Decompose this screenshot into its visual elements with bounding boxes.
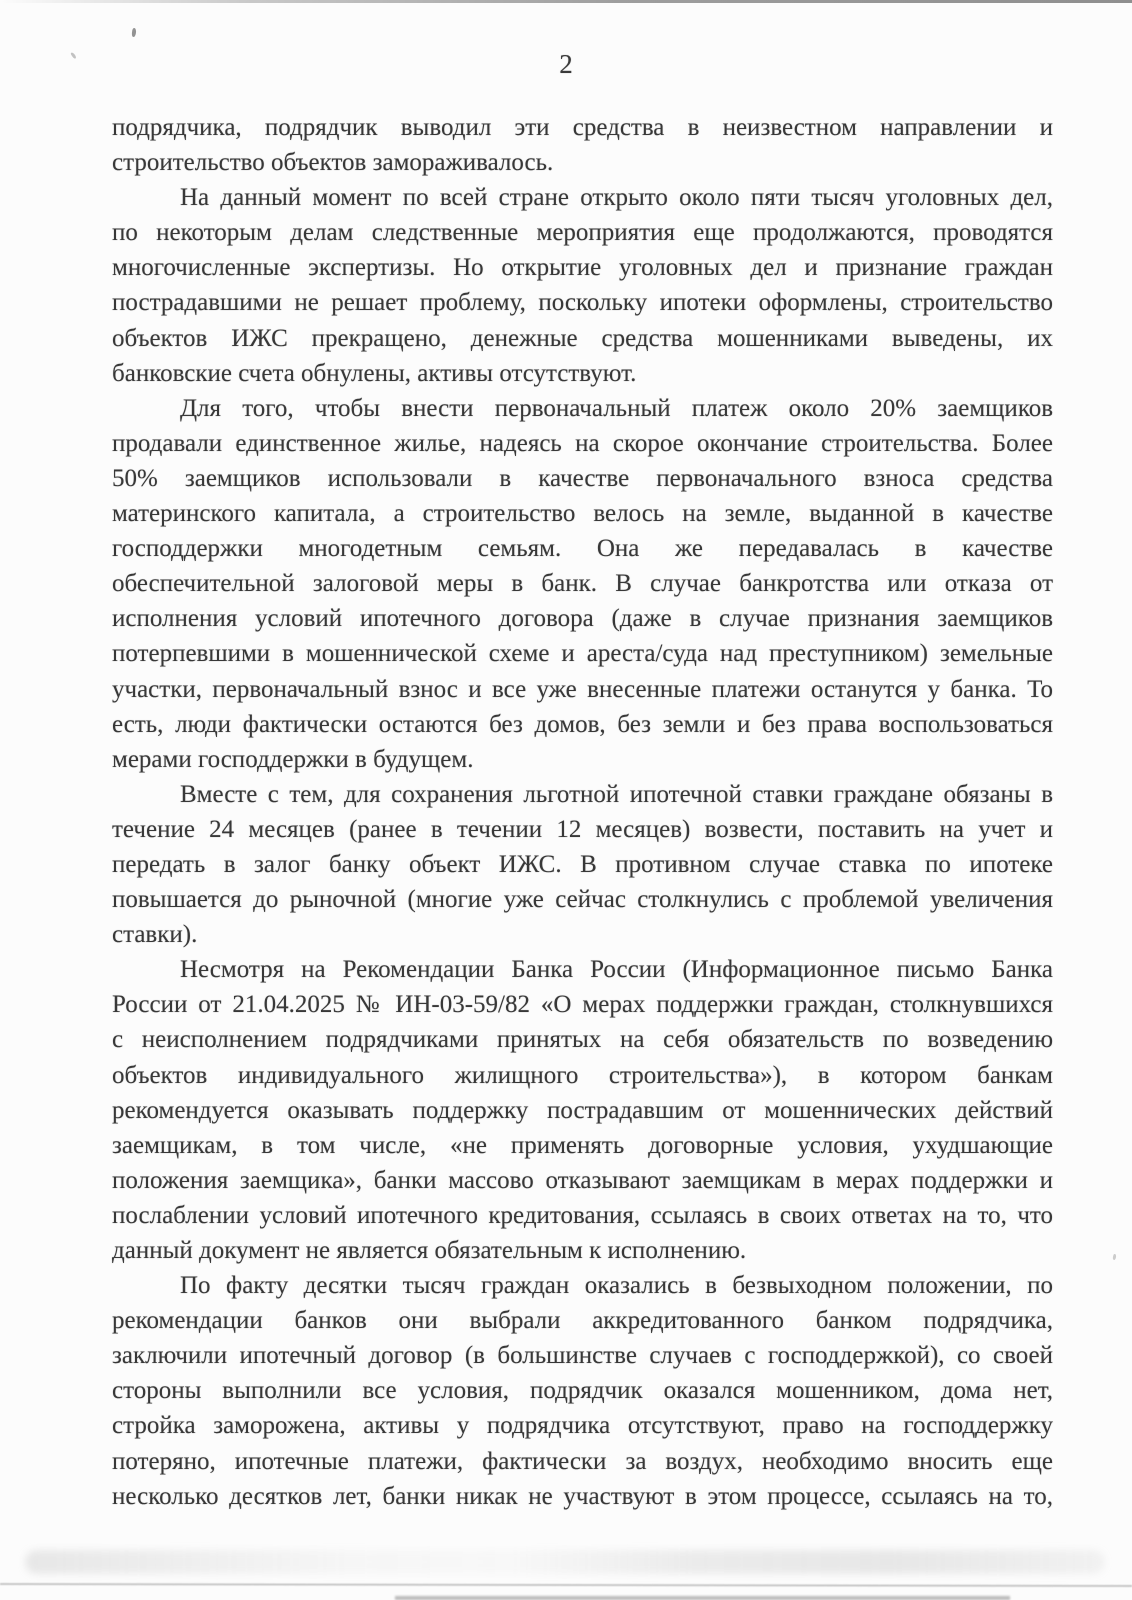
text-line: Вместе с тем, для сохранения льготной ипотечной ставки граждане обязаны в	[180, 780, 1053, 808]
text-line: передать в залог банку объект ИЖС. В противном случае ставка по ипотеке	[112, 850, 1053, 878]
document-body	[112, 110, 1053, 1514]
text-line: продавали единственное жилье, надеясь на скорое окончание строительства. Более	[112, 429, 1053, 457]
text-line: мерами господдержки в будущем.	[112, 745, 474, 773]
text-line: Несмотря на Рекомендации Банка России (Информационное письмо Банка	[180, 956, 1053, 984]
scan-artifact-bottom-line	[0, 1583, 1132, 1587]
text-line: строительство объектов замораживалось.	[112, 149, 554, 177]
text-line: 50% заемщиков использовали в качестве первоначального взноса средства	[112, 464, 1053, 492]
text-line: потерпевшими в мошеннической схеме и ареста/суда над преступником) земельные	[112, 640, 1053, 668]
text-line: рекомендации банков они выбрали аккредитованного банком подрядчика,	[112, 1307, 1053, 1335]
text-line: подрядчика, подрядчик выводил эти средства в неизвестном направлении и	[112, 114, 1053, 141]
text-line: есть, люди фактически остаются без домов, без земли и без права воспользоваться	[112, 710, 1053, 738]
text-line: ставки).	[112, 921, 198, 949]
text-line: стройка заморожена, активы у подрядчика отсутствуют, право на господдержку	[112, 1412, 1053, 1440]
text-line: господдержки многодетным семьям. Она же передавалась в качестве	[112, 535, 1053, 563]
scan-artifact-top-edge	[0, 0, 1132, 3]
text-line: объектов индивидуального жилищного строительства»), в котором банкам	[112, 1061, 1053, 1089]
text-line: рекомендуется оказывать поддержку пострадавшим от мошеннических действий	[112, 1096, 1053, 1124]
text-line: с неисполнением подрядчиками принятых на себя обязательств по возведению	[112, 1026, 1053, 1054]
text-line: На данный момент по всей стране открыто около пяти тысяч уголовных дел,	[180, 184, 1053, 212]
text-line: По факту десятки тысяч граждан оказались в безвыходном положении, по	[180, 1272, 1053, 1300]
text-line: исполнения условий ипотечного договора (даже в случае признания заемщиков	[112, 605, 1053, 633]
scan-artifact-speck	[1112, 1254, 1116, 1260]
text-line: многочисленные экспертизы. Но открытие уголовных дел и признание граждан	[112, 254, 1053, 282]
text-line: обеспечительной залоговой меры в банк. В случае банкротства или отказа от	[112, 570, 1053, 598]
text-line: заключили ипотечный договор (в большинстве случаев с господдержкой), со своей	[112, 1342, 1053, 1370]
text-line: стороны выполнили все условия, подрядчик оказался мошенником, дома нет,	[112, 1377, 1053, 1405]
text-line: России от 21.04.2025 № ИН-03-59/82 «О мерах поддержки граждан, столкнувшихся	[112, 991, 1053, 1019]
text-line: данный документ не является обязательным к исполнению.	[112, 1237, 747, 1264]
text-line: банковские счета обнулены, активы отсутствуют.	[112, 359, 637, 387]
text-line: объектов ИЖС прекращено, денежные средства мошенниками выведены, их	[112, 324, 1053, 352]
text-line: участки, первоначальный взнос и все уже внесенные платежи останутся у банка. То	[112, 675, 1053, 703]
scan-artifact-speck	[131, 28, 136, 37]
text-line: Для того, чтобы внести первоначальный платеж около 20% заемщиков	[180, 394, 1053, 422]
text-line: повышается до рыночной (многие уже сейчас столкнулись с проблемой увеличения	[112, 886, 1053, 914]
text-line: течение 24 месяцев (ранее в течении 12 месяцев) возвести, поставить на учет и	[112, 815, 1053, 843]
text-line: положения заемщика», банки массово отказывают заемщикам в мерах поддержки и	[112, 1166, 1053, 1194]
scan-artifact-bottom-smudge	[25, 1550, 1105, 1574]
text-line: послаблении условий ипотечного кредитования, ссылаясь в своих ответах на то, что	[112, 1201, 1053, 1229]
text-line: заемщикам, в том числе, «не применять договорные условия, ухудшающие	[112, 1131, 1053, 1159]
text-line: пострадавшими не решает проблему, поскольку ипотеки оформлены, строительство	[112, 289, 1053, 317]
text-line: материнского капитала, а строительство велось на земле, выданной в качестве	[112, 500, 1053, 528]
text-line: несколько десятков лет, банки никак не участвуют в этом процессе, ссылаясь на то,	[112, 1482, 1053, 1510]
scan-artifact-bottom-edge	[395, 1596, 1010, 1600]
text-line: потеряно, ипотечные платежи, фактически за воздух, необходимо вносить еще	[112, 1447, 1053, 1475]
text-line: по некоторым делам следственные мероприятия еще продолжаются, проводятся	[112, 219, 1053, 247]
page-number: 2	[559, 49, 573, 79]
